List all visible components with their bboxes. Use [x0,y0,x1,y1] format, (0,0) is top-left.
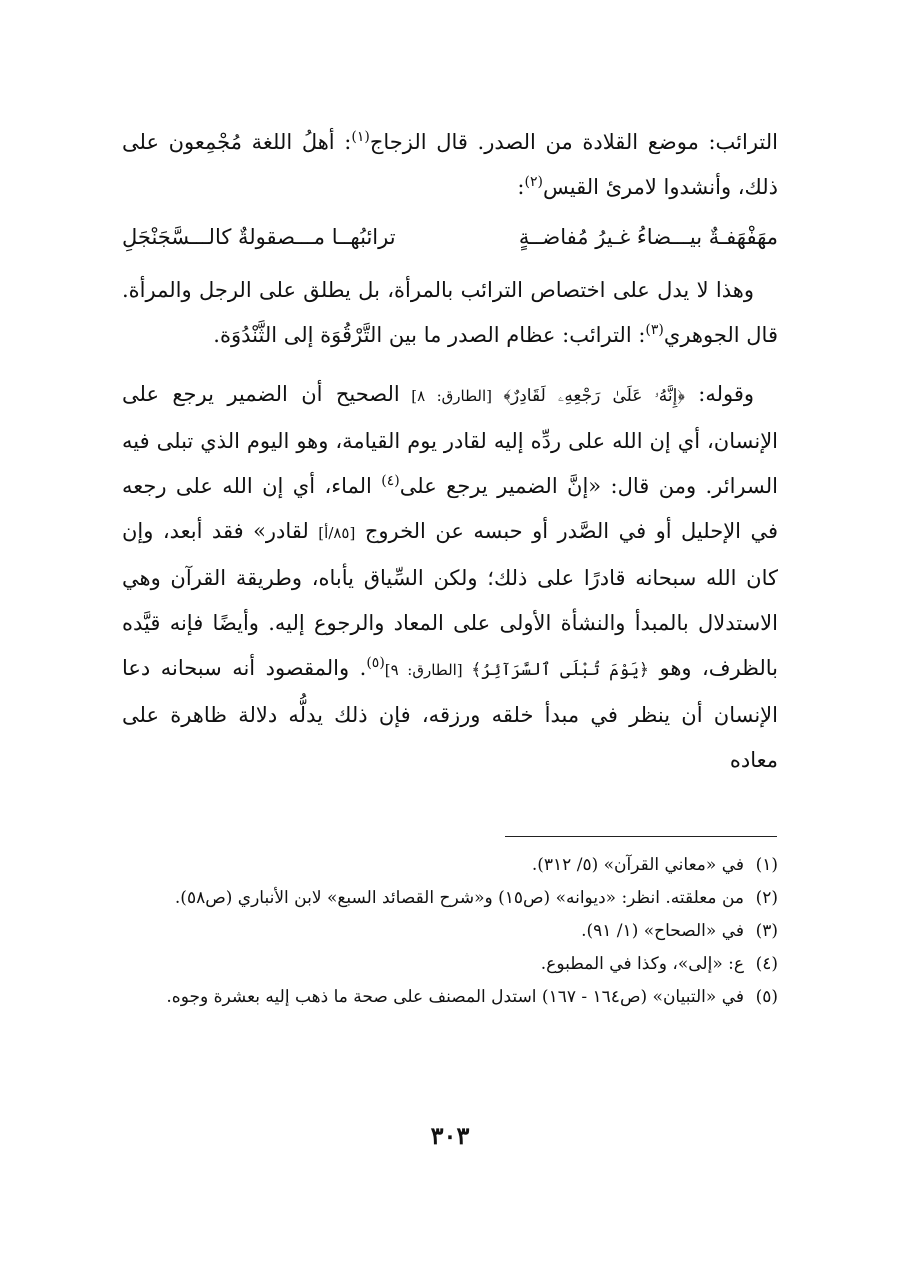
verse-citation-2: [الطارق: ٩] [384,661,472,679]
footnote-number: (٥) [755,987,778,1007]
footnotes-section [122,850,778,1015]
footnote-number: (٢) [755,888,778,908]
verse-second-hemistich: ترائبُهــا مـــصقولةٌ كالـــسَّجَنْجَلِ [122,225,396,249]
text-run: لقادر» فقد أبعد، وإن كان الله سبحانه قادرًا على ذلك؛ ولكن السِّياق يأباه، وطريقة القرآن وهي الاستدلال بالمبدأ والنشأة الأولى على المعاد والرجوع إليه. وأيضًا فإنه قيَّده بالظرف، وهو [122,519,779,680]
footnote-text: ع: «إلى»، وكذا في المطبوع. [540,954,744,974]
main-text [122,120,778,783]
text-run: : الترائب: عظام الصدر ما بين التَّرْقُوَة إلى الثَّنْدُوَة. [213,323,646,347]
footnote-ref-1[interactable]: (١) [351,129,370,145]
text-run: وهذا لا يدل على اختصاص الترائب بالمرأة، بل يطلق على الرجل والمرأة. قال الجوهري [122,278,778,347]
page-number: ٣٠٣ [430,1121,470,1150]
footnote-number: (٣) [755,921,778,941]
footnote-number: (١) [755,855,778,875]
footnote-ref-4[interactable]: (٤) [381,473,400,489]
footnote-text: في «الصحاح» (١/ ٩١). [581,921,744,941]
footnote-2 [122,883,778,914]
manuscript-folio-marker: [٨٥/أ] [318,524,356,542]
text-run: : [517,175,525,199]
footnote-text: من معلقته. انظر: «ديوانه» (ص١٥) و«شرح القصائد السبع» لابن الأنباري (ص٥٨). [174,888,744,908]
paragraph-taraib-definition [122,120,778,210]
verse-citation-1: [الطارق: ٨] [399,387,504,405]
footnote-text: في «معاني القرآن» (٥/ ٣١٢). [531,855,744,875]
footnote-divider [505,836,777,837]
text-run: الترائب: موضع القلادة من الصدر. قال الزجاج [369,130,779,154]
text-run: . والمقصود أنه سبحانه دعا الإنسان أن ينظر في مبدأ خلقه ورزقه، فإن ذلك يدلُّه دلالة ظاهرة على معاده [122,656,778,772]
footnote-number: (٤) [755,954,778,974]
footnote-text: في «التبيان» (ص١٦٤ - ١٦٧) استدل المصنف على صحة ما ذهب إليه بعشرة وجوه. [166,987,744,1007]
verse-first-hemistich: مهَفْهَفـةٌ بيـــضاءُ غـيرُ مُفاضــةٍ [518,225,778,249]
quran-verse-2: ﴿يَوْمَ تُبْلَى ٱلسَّرَآئِرُ﴾ [471,660,650,680]
paragraph-jawhari [122,268,778,358]
poetry-verse [122,214,778,260]
text-run: الماء، أي إن الله على رجعه في الإحليل أو في الصَّدر أو حبسه عن الخروج [122,474,779,543]
footnote-1 [122,850,778,881]
quran-verse-1: ﴿إِنَّهُۥ عَلَىٰ رَجْعِهِۦ لَقَادِرٌ﴾ [503,386,685,406]
footnote-3 [122,916,778,947]
footnote-5 [122,982,778,1013]
text-run: وقوله: [684,382,754,406]
text-run: الصحيح أن الضمير يرجع على الإنسان، أي إن الله على ردِّه إليه لقادر يوم القيامة، وهو اليوم الذي تبلى فيه السرائر. ومن قال: «إنَّ الضمير يرجع على [122,382,778,498]
footnote-ref-3[interactable]: (٣) [645,322,664,338]
footnote-4 [122,949,778,980]
footnote-ref-5[interactable]: (٥) [366,655,385,671]
paragraph-tafsir [122,372,778,783]
footnote-ref-2[interactable]: (٢) [524,174,543,190]
text-run: : أهلُ اللغة مُجْمِعون على ذلك، وأنشدوا لامرئ القيس [122,130,778,199]
